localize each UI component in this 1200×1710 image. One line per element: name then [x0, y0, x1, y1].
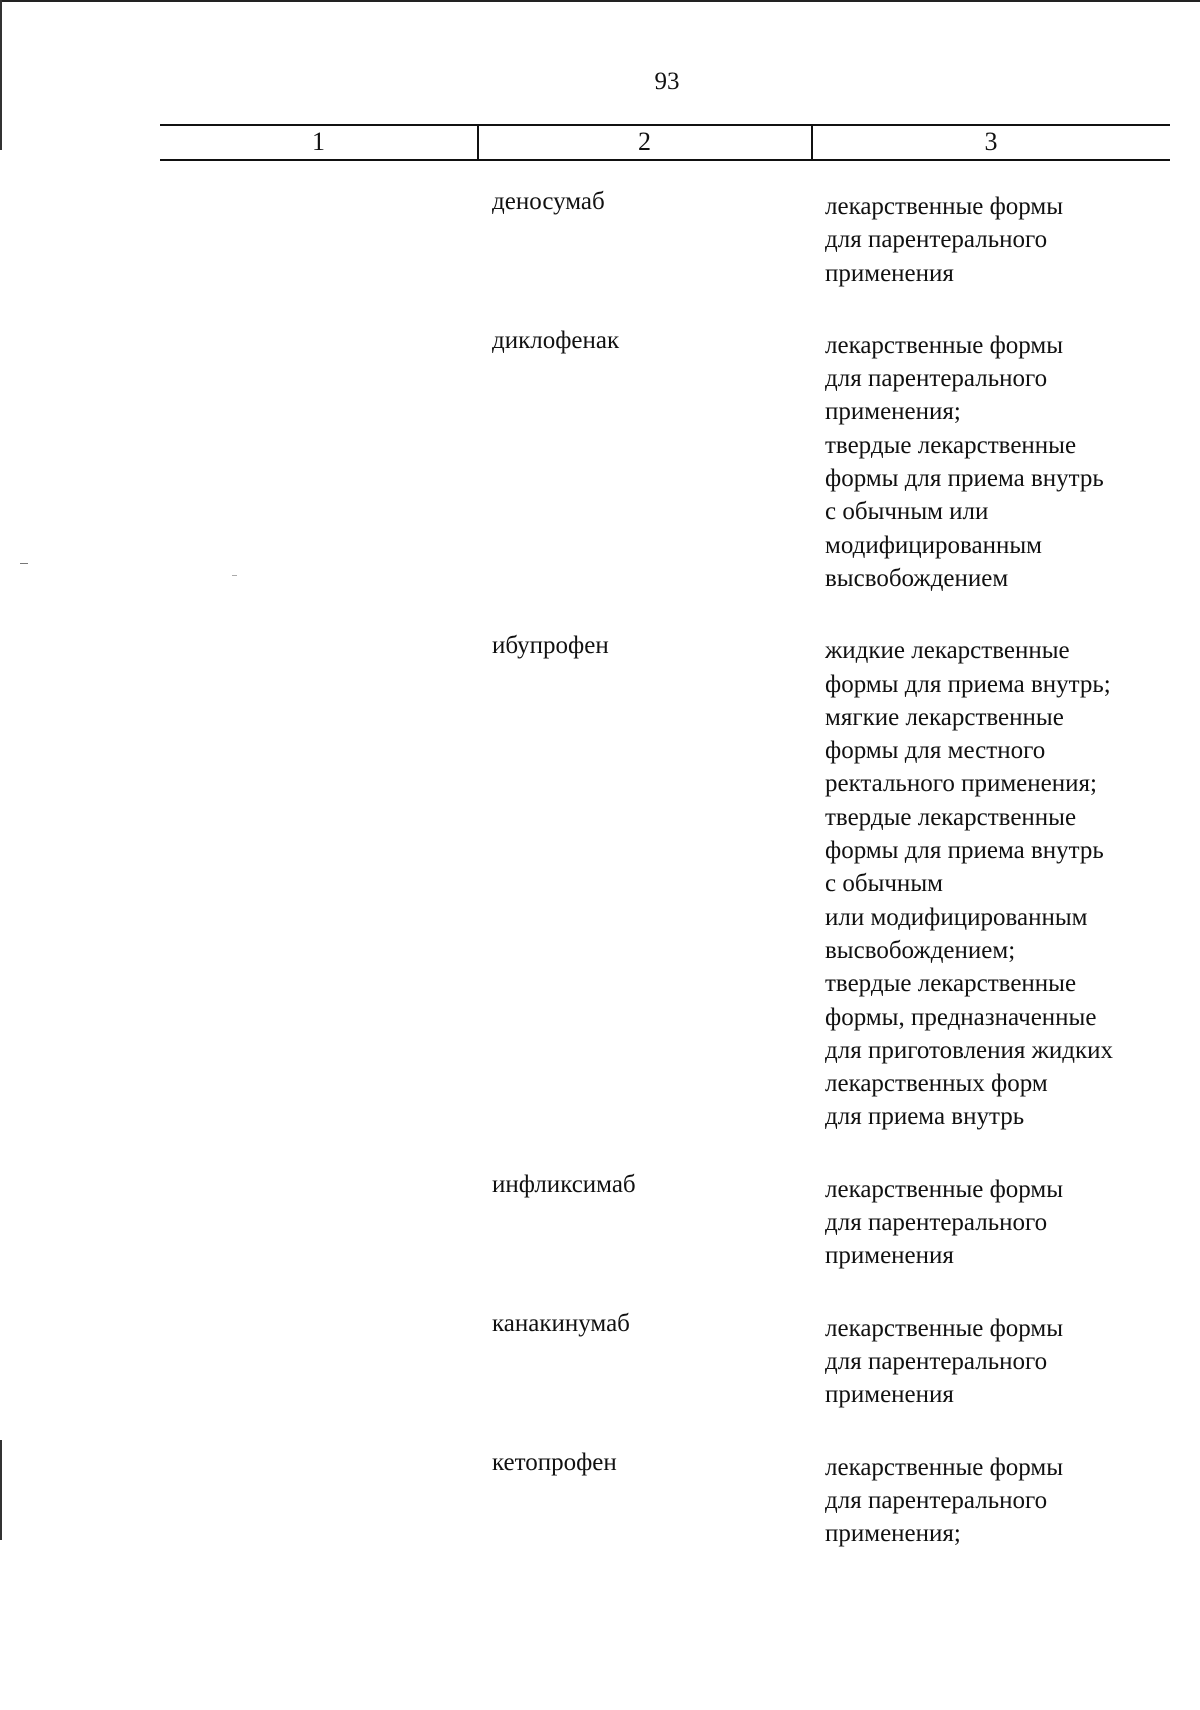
dosage-form-line: применения;: [825, 1520, 961, 1548]
table-body: [0, 185, 1200, 1584]
dosage-form-line: применения: [825, 1381, 954, 1409]
dosage-form-line: твердые лекарственные: [825, 970, 1077, 998]
dosage-form-line: формы для приема внутрь;: [825, 670, 1111, 698]
dosage-form-line: модифицированным: [825, 531, 1042, 559]
drug-name: диклофенак: [492, 326, 620, 354]
dosage-form-line: с обычным или: [825, 498, 989, 526]
dosage-forms: [825, 1451, 1175, 1551]
drug-name: ибупрофен: [492, 632, 609, 660]
dosage-form-line: твердые лекарственные: [825, 431, 1077, 459]
dosage-form-line: для парентерального: [825, 1347, 1048, 1375]
dosage-form-line: лекарственные формы: [825, 331, 1064, 359]
drug-name: инфликсимаб: [492, 1170, 636, 1198]
table-header-column-2: 2: [638, 127, 651, 156]
dosage-form-line: для парентерального: [825, 226, 1048, 254]
dosage-form-line: для приготовления жидких: [825, 1036, 1114, 1064]
dosage-form-line: высвобождением;: [825, 936, 1016, 964]
dosage-form-line: высвобождением: [825, 564, 1009, 592]
dosage-form-line: мягкие лекарственные: [825, 703, 1064, 731]
dosage-form-line: лекарственных форм: [825, 1070, 1048, 1098]
dosage-form-line: для парентерального: [825, 1209, 1048, 1237]
table-row: [0, 629, 1200, 1133]
dosage-form-line: для приема внутрь: [825, 1103, 1025, 1131]
dosage-forms: [825, 1173, 1175, 1273]
table-header-column-1: 1: [312, 127, 325, 156]
dosage-form-line: формы для местного: [825, 737, 1046, 765]
drug-name: деносумаб: [492, 188, 605, 215]
dosage-form-line: применения: [825, 1242, 954, 1270]
dosage-form-line: лекарственные формы: [825, 1175, 1064, 1203]
dosage-forms: [825, 329, 1175, 595]
table-row: [0, 1307, 1200, 1412]
dosage-form-line: для парентерального: [825, 365, 1048, 393]
dosage-form-line: лекарственные формы: [825, 1314, 1064, 1342]
table-header-column-3: 3: [984, 127, 998, 156]
table-row: [0, 1446, 1200, 1551]
dosage-form-line: лекарственные формы: [825, 1453, 1064, 1481]
dosage-form-line: применения;: [825, 398, 961, 426]
dosage-form-line: формы для приема внутрь: [825, 837, 1104, 865]
dosage-form-line: твердые лекарственные: [825, 803, 1077, 831]
table-header-bottom-rule: [160, 159, 1170, 161]
page-number: 93: [654, 68, 680, 95]
dosage-form-line: или модифицированным: [825, 903, 1088, 931]
table-row: [0, 324, 1200, 595]
dosage-form-line: формы, предназначенные: [825, 1003, 1097, 1031]
dosage-form-line: ректального применения;: [825, 770, 1097, 798]
dosage-form-line: применения: [825, 259, 954, 287]
drug-name: канакинумаб: [492, 1309, 630, 1337]
table-header-top-rule: [160, 124, 1170, 126]
table-row: [0, 1168, 1200, 1273]
table-row: [0, 185, 1200, 290]
dosage-forms: [825, 190, 1175, 290]
dosage-form-line: с обычным: [825, 870, 943, 898]
dosage-forms: [825, 634, 1175, 1133]
dosage-form-line: жидкие лекарственные: [825, 637, 1070, 665]
dosage-form-line: формы для приема внутрь: [825, 465, 1104, 493]
dosage-form-line: для парентерального: [825, 1486, 1048, 1514]
drug-name: кетопрофен: [492, 1448, 617, 1476]
dosage-form-line: лекарственные формы: [825, 193, 1064, 220]
scan-border-top: [0, 0, 1200, 2]
dosage-forms: [825, 1312, 1175, 1412]
